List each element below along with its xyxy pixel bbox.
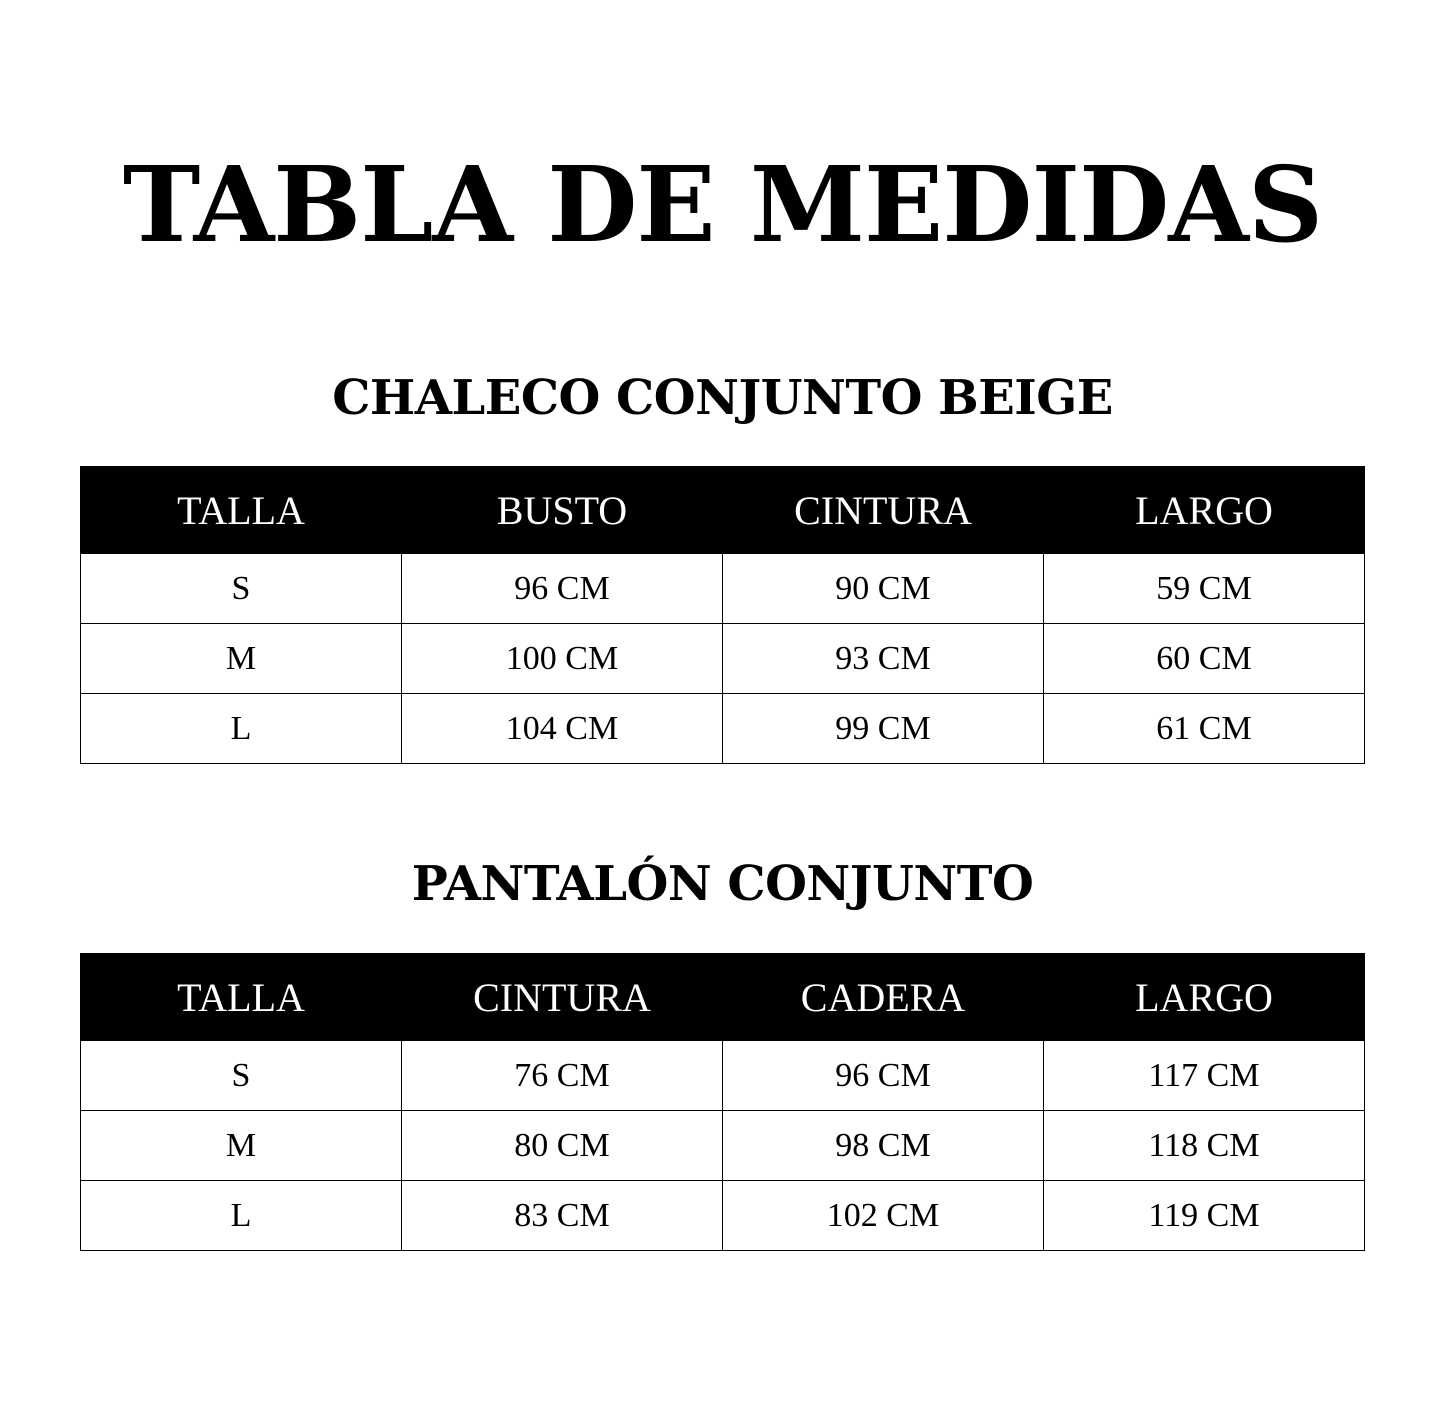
column-header-cadera: CADERA — [723, 954, 1044, 1041]
cintura-cell: 99 CM — [723, 694, 1044, 764]
largo-cell: 59 CM — [1044, 554, 1365, 624]
column-header-largo: LARGO — [1044, 467, 1365, 554]
busto-cell: 104 CM — [402, 694, 723, 764]
size-cell: L — [81, 1181, 402, 1251]
largo-cell: 118 CM — [1044, 1111, 1365, 1181]
size-cell: S — [81, 554, 402, 624]
column-header-largo: LARGO — [1044, 954, 1365, 1041]
size-cell: M — [81, 1111, 402, 1181]
size-cell: M — [81, 624, 402, 694]
pantalon-size-table — [80, 953, 1365, 1251]
cintura-cell: 83 CM — [402, 1181, 723, 1251]
cadera-cell: 98 CM — [723, 1111, 1044, 1181]
table-header-row — [81, 954, 1365, 1041]
table-row — [81, 1041, 1365, 1111]
size-cell: L — [81, 694, 402, 764]
chaleco-section-title: CHALECO CONJUNTO BEIGE — [332, 370, 1113, 426]
cintura-cell: 90 CM — [723, 554, 1044, 624]
table-header-row — [81, 467, 1365, 554]
column-header-cintura: CINTURA — [723, 467, 1044, 554]
pantalon-section-title: PANTALÓN CONJUNTO — [411, 856, 1034, 912]
column-header-cintura: CINTURA — [402, 954, 723, 1041]
page-title: TABLA DE MEDIDAS — [122, 143, 1323, 266]
busto-cell: 100 CM — [402, 624, 723, 694]
chaleco-size-table — [80, 466, 1365, 764]
table-row — [81, 624, 1365, 694]
table-row — [81, 1111, 1365, 1181]
column-header-talla: TALLA — [81, 954, 402, 1041]
largo-cell: 60 CM — [1044, 624, 1365, 694]
table-row — [81, 1181, 1365, 1251]
size-cell: S — [81, 1041, 402, 1111]
column-header-talla: TALLA — [81, 467, 402, 554]
largo-cell: 119 CM — [1044, 1181, 1365, 1251]
cadera-cell: 96 CM — [723, 1041, 1044, 1111]
busto-cell: 96 CM — [402, 554, 723, 624]
column-header-busto: BUSTO — [402, 467, 723, 554]
largo-cell: 61 CM — [1044, 694, 1365, 764]
cintura-cell: 80 CM — [402, 1111, 723, 1181]
table-row — [81, 554, 1365, 624]
largo-cell: 117 CM — [1044, 1041, 1365, 1111]
cintura-cell: 93 CM — [723, 624, 1044, 694]
table-row — [81, 694, 1365, 764]
cadera-cell: 102 CM — [723, 1181, 1044, 1251]
cintura-cell: 76 CM — [402, 1041, 723, 1111]
